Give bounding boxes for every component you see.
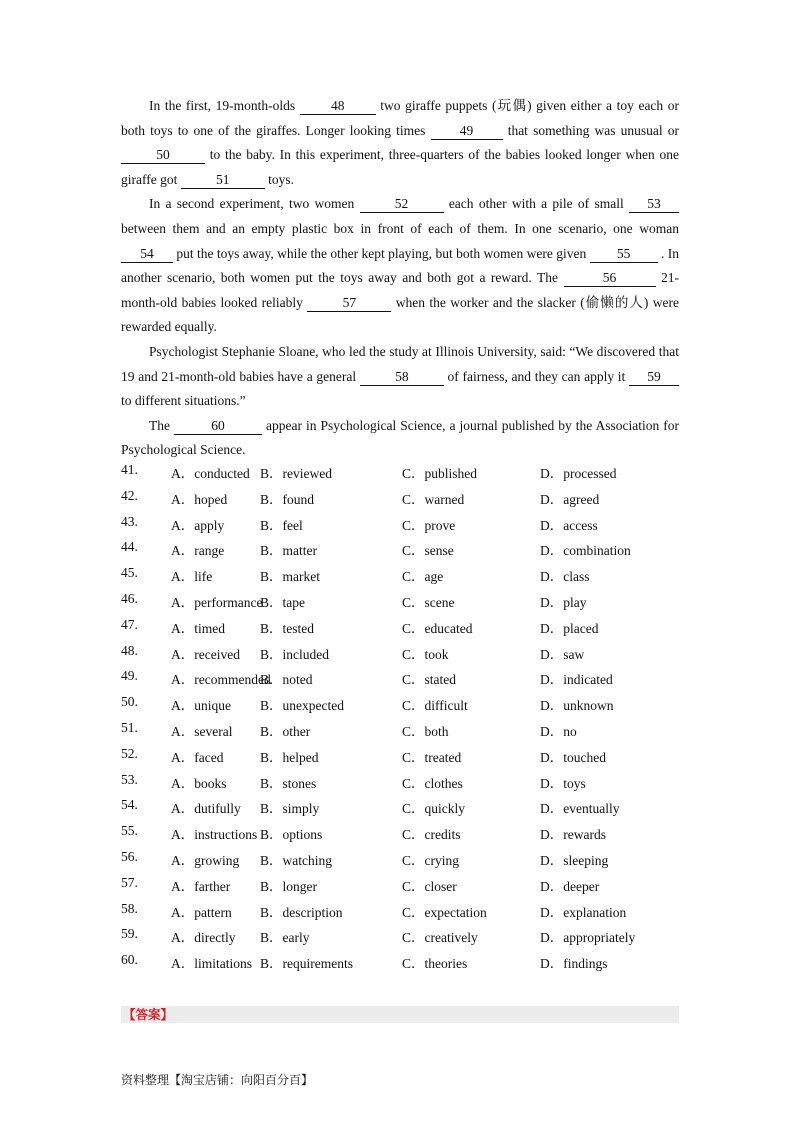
question-number: 55.	[121, 823, 138, 839]
option-row	[121, 591, 701, 617]
option-d: D．rewards	[540, 827, 606, 843]
option-row	[121, 772, 701, 798]
option-d: D．touched	[540, 749, 606, 765]
option-c: C．expectation	[402, 904, 487, 920]
option-d: D．appropriately	[540, 930, 636, 946]
paragraph-2	[121, 192, 679, 340]
passage-text: . In another scenario, both women put the toys away and both got a reward. The	[121, 245, 680, 286]
passage-text: two giraffe puppets (玩偶) given either a toy each or both toys to one of the giraffes. Longer looking times	[121, 98, 680, 138]
option-a: A．received	[171, 646, 240, 662]
passage-text: when the worker and the slacker (偷懒的人) were rewarded equally.	[121, 294, 679, 335]
blank-51: 51	[181, 172, 265, 189]
question-number: 41.	[121, 462, 138, 477]
option-d: D．play	[540, 594, 587, 610]
option-a: A．life	[171, 569, 213, 585]
passage-text: In the first, 19-month-olds	[149, 98, 300, 113]
blank-58: 58	[360, 369, 444, 386]
passage-text: to different situations.”	[121, 393, 246, 409]
passage-text: In a second experiment, two women	[149, 196, 360, 212]
option-row	[121, 746, 701, 772]
option-c: C．clothes	[402, 775, 463, 791]
option-b: B．included	[260, 646, 329, 662]
option-d: D．agreed	[540, 491, 600, 507]
option-b: B．simply	[260, 801, 320, 817]
option-d: D．no	[540, 723, 577, 739]
blank-60: 60	[174, 418, 262, 435]
option-row	[121, 875, 701, 901]
option-row	[121, 952, 701, 978]
option-row	[121, 617, 701, 643]
question-number: 54.	[121, 797, 138, 813]
option-d: D．unknown	[540, 698, 614, 714]
option-c: C．both	[402, 723, 449, 739]
option-b: B．noted	[260, 672, 313, 688]
option-b: B．helped	[260, 749, 319, 765]
option-a: A．several	[171, 723, 233, 739]
option-d: D．indicated	[540, 672, 613, 688]
option-b: B．early	[260, 930, 310, 946]
question-number: 52.	[121, 745, 138, 761]
option-row	[121, 643, 701, 669]
option-c: C．published	[402, 466, 478, 481]
option-d: D．combination	[540, 543, 631, 559]
option-c: C．prove	[402, 517, 456, 533]
option-b: B．unexpected	[260, 698, 344, 714]
paragraph-1	[121, 94, 679, 192]
option-d: D．saw	[540, 646, 585, 662]
question-number: 50.	[121, 694, 138, 710]
passage-text: put the toys away, while the other kept playing, but both women were given	[173, 245, 590, 261]
option-row	[121, 823, 701, 849]
passage-text: appear in Psychological Science, a journal published by the Association for Psychological Science.	[121, 417, 679, 458]
option-row	[121, 901, 701, 927]
option-a: A．apply	[171, 517, 225, 533]
option-d: D．toys	[540, 775, 586, 791]
option-a: A．timed	[171, 620, 225, 636]
option-c: C．warned	[402, 491, 465, 507]
option-b: B．feel	[260, 517, 303, 533]
option-a: A．hoped	[171, 491, 228, 507]
question-number: 58.	[121, 900, 138, 916]
option-a: A．range	[171, 543, 225, 559]
option-a: A．books	[171, 775, 227, 791]
passage-text: each other with a pile of small	[443, 196, 629, 212]
option-b: B．tape	[260, 594, 305, 610]
question-number: 46.	[121, 590, 138, 606]
option-d: D．findings	[540, 956, 608, 972]
option-a: A．farther	[171, 878, 231, 894]
option-d: D．placed	[540, 620, 599, 636]
option-d: D．processed	[540, 466, 617, 481]
option-c: C．treated	[402, 749, 462, 765]
paragraph-4	[121, 414, 679, 463]
blank-52: 52	[360, 196, 444, 213]
question-number: 44.	[121, 539, 138, 555]
option-b: B．description	[260, 904, 343, 920]
option-row	[121, 849, 701, 875]
option-row	[121, 694, 701, 720]
option-d: D．eventually	[540, 801, 620, 817]
option-a: A．performance	[171, 594, 263, 610]
blank-57: 57	[307, 295, 391, 312]
option-b: B．stones	[260, 775, 317, 791]
option-a: A．directly	[171, 930, 236, 946]
option-c: C．difficult	[402, 698, 468, 714]
question-number: 49.	[121, 668, 138, 684]
option-row	[121, 539, 701, 565]
option-row	[121, 720, 701, 746]
option-a: A．faced	[171, 749, 224, 765]
question-number: 59.	[121, 926, 138, 942]
option-row	[121, 668, 701, 694]
question-number: 42.	[121, 487, 138, 503]
question-number: 45.	[121, 565, 138, 581]
question-number: 48.	[121, 642, 138, 658]
option-c: C．took	[402, 646, 449, 662]
option-b: B．found	[260, 491, 314, 507]
blank-56: 56	[564, 270, 656, 287]
question-number: 47.	[121, 616, 138, 632]
option-c: C．quickly	[402, 801, 465, 817]
option-row	[121, 926, 701, 952]
question-number: 53.	[121, 771, 138, 787]
option-b: B．reviewed	[260, 466, 332, 481]
blank-53: 53	[629, 196, 679, 213]
option-b: B．market	[260, 569, 320, 585]
passage-text: 21-month-old babies looked reliably	[121, 270, 680, 310]
option-d: D．access	[540, 517, 598, 533]
paragraph-3	[121, 340, 679, 414]
blank-54: 54	[121, 246, 173, 263]
option-c: C．sense	[402, 543, 454, 559]
option-b: B．watching	[260, 852, 332, 868]
option-row	[121, 462, 701, 488]
option-b: B．options	[260, 827, 323, 843]
answer-label: 【答案】	[123, 1007, 174, 1022]
option-b: B．tested	[260, 620, 314, 636]
option-a: A．unique	[171, 698, 231, 714]
option-a: A．conducted	[171, 466, 250, 481]
option-c: C．age	[402, 569, 444, 585]
option-a: A．dutifully	[171, 801, 241, 817]
blank-55: 55	[590, 246, 658, 263]
option-c: C．creatively	[402, 930, 478, 946]
answer-section	[121, 1006, 679, 1023]
question-number: 43.	[121, 513, 138, 529]
question-number: 56.	[121, 848, 138, 864]
option-b: B．matter	[260, 543, 317, 559]
option-a: A．limitations	[171, 956, 252, 972]
question-number: 60.	[121, 952, 138, 968]
option-d: D．deeper	[540, 878, 600, 894]
option-b: B．other	[260, 723, 311, 739]
option-a: A．pattern	[171, 904, 232, 920]
passage-text: of fairness, and they can apply it	[443, 368, 629, 384]
question-number: 57.	[121, 874, 138, 890]
option-b: B．requirements	[260, 956, 353, 972]
option-row	[121, 797, 701, 823]
blank-50: 50	[121, 147, 205, 164]
blank-59: 59	[629, 369, 679, 386]
option-c: C．scene	[402, 594, 455, 610]
option-a: A．instructions	[171, 827, 258, 843]
option-a: A．growing	[171, 852, 240, 868]
option-c: C．educated	[402, 620, 473, 636]
passage-text: The	[149, 417, 174, 433]
passage-text: between them and an empty plastic box in front of each of them. In one scenario, one woman	[121, 220, 679, 236]
option-c: C．stated	[402, 672, 456, 688]
question-number: 51.	[121, 719, 138, 735]
option-d: D．class	[540, 569, 590, 585]
option-c: C．credits	[402, 827, 461, 843]
options-list	[121, 462, 701, 978]
option-c: C．theories	[402, 956, 468, 972]
cloze-passage	[121, 94, 679, 463]
option-b: B．longer	[260, 878, 317, 894]
passage-text: to the baby. In this experiment, three-quarters of the babies looked longer when one giraffe got	[121, 147, 679, 187]
blank-49: 49	[431, 123, 503, 140]
option-d: D．sleeping	[540, 852, 609, 868]
passage-text: Psychologist Stephanie Sloane, who led the study at Illinois University, said: “We discovered that 19 and 21-month-old babies have a general	[121, 343, 679, 384]
option-d: D．explanation	[540, 904, 627, 920]
option-row	[121, 565, 701, 591]
option-row	[121, 488, 701, 514]
option-row	[121, 514, 701, 540]
blank-48: 48	[300, 98, 376, 115]
passage-text: toys.	[264, 171, 294, 187]
footer-note: 资料整理【淘宝店铺：向阳百分百】	[121, 1073, 314, 1087]
passage-text: that something was unusual or	[502, 122, 680, 138]
option-c: C．closer	[402, 878, 457, 894]
option-a: A．recommended	[171, 672, 271, 688]
option-c: C．crying	[402, 852, 459, 868]
